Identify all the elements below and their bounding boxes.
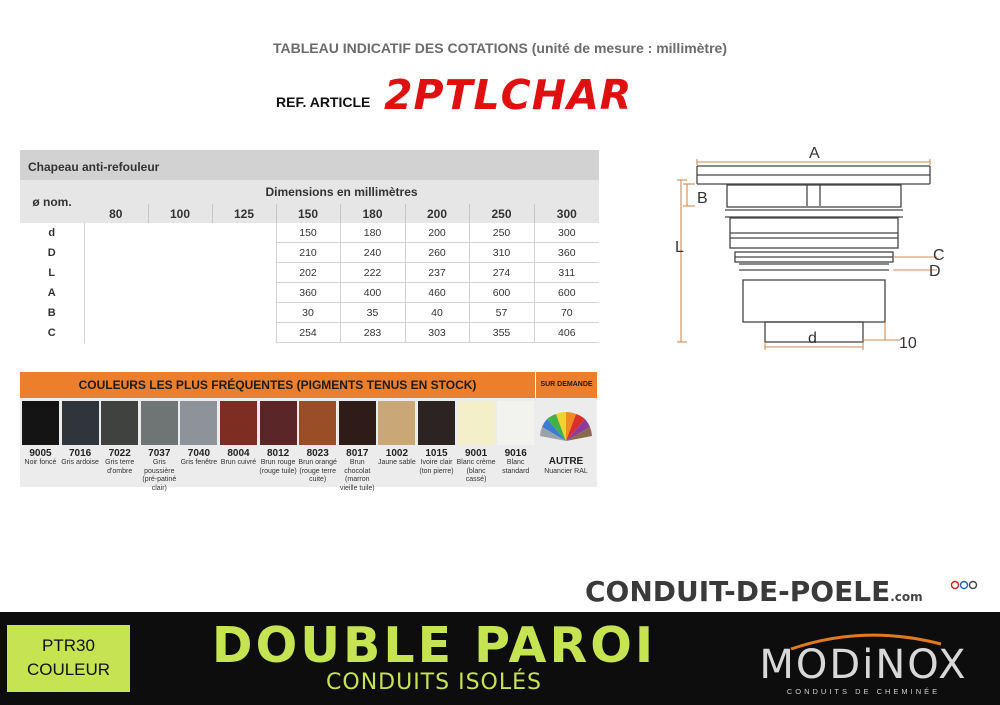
size-header: 180 (340, 204, 405, 223)
page-title: TABLEAU INDICATIF DES COTATIONS (unité de mesure : millimètre) (273, 40, 727, 56)
color-name: Jaune sable (378, 459, 416, 466)
row-header (20, 180, 84, 223)
table-cell: 311 (534, 263, 599, 283)
color-name: Brun rouge (rouge tuile) (259, 459, 297, 475)
color-swatch (62, 401, 99, 445)
site-logo-tld: .com (890, 590, 923, 604)
dimensions-table (20, 150, 599, 343)
color-code: 8004 (227, 448, 250, 459)
color-name: Brun chocolat (marron vieille tuile) (339, 459, 375, 492)
row-label: A (47, 286, 56, 299)
row-label: B (47, 306, 56, 319)
row-header-text: ø nom. (32, 194, 72, 209)
brand-name: MODiNOX (759, 642, 968, 688)
diagram-label-c: C (933, 247, 945, 264)
color-code: 1002 (385, 448, 409, 459)
ref-article-label: REF. ARTICLE (276, 94, 371, 110)
product-badge (7, 625, 130, 692)
site-logo (585, 575, 923, 608)
size-header: 100 (148, 204, 212, 223)
color-swatch (141, 401, 178, 445)
color-name: Blanc standard (502, 459, 530, 475)
color-name: Brun orangé (rouge terre cuite) (298, 459, 337, 483)
color-code: 8012 (266, 448, 290, 459)
color-code: 7040 (187, 448, 211, 459)
size-header: 80 (84, 204, 148, 223)
color-swatch (497, 401, 534, 445)
size-header: 300 (534, 204, 599, 223)
table-row (20, 223, 599, 243)
diagram-label-a: A (809, 145, 820, 162)
color-name: Ivoire clair (ton pierre) (419, 459, 454, 475)
row-label: L (48, 266, 56, 279)
color-name: Gris terre d'ombre (105, 459, 135, 475)
table-cell: 40 (405, 303, 469, 323)
table-cell: 400 (340, 283, 405, 303)
color-name: Gris ardoise (61, 459, 99, 466)
color-code: 9005 (29, 448, 52, 459)
color-chart-header: COULEURS LES PLUS FRÉQUENTES (PIGMENTS TENUS EN STOCK) (20, 372, 535, 398)
size-header: 150 (276, 204, 340, 223)
size-header: 250 (469, 204, 534, 223)
color-swatch (220, 401, 257, 445)
table-cell: 283 (340, 323, 405, 343)
ref-article-code: 2PTLCHAR (384, 71, 633, 119)
color-name: Noir foncé (24, 459, 57, 466)
diagram-label-ten: 10 (899, 335, 917, 352)
product-line-1: PTR30 (42, 636, 95, 655)
size-header: 125 (212, 204, 276, 223)
color-swatch (378, 401, 415, 445)
table-title: Chapeau anti-refouleur (20, 150, 599, 180)
site-logo-dots-icon (950, 580, 990, 592)
group-header: Dimensions en millimètres (84, 180, 599, 204)
table-cell: 254 (276, 323, 340, 343)
table-cell: 406 (534, 323, 599, 343)
table-cell: 600 (534, 283, 599, 303)
empty-sizes-cell (84, 223, 276, 343)
size-header: 200 (405, 204, 469, 223)
color-code: 1015 (425, 448, 448, 459)
table-cell: 35 (340, 303, 405, 323)
color-code: 9001 (464, 448, 488, 459)
table-cell: 237 (405, 263, 469, 283)
table-cell: 303 (405, 323, 469, 343)
color-code: 9016 (504, 448, 527, 459)
table-cell: 600 (469, 283, 534, 303)
color-chart (20, 372, 597, 492)
table-cell: 202 (276, 263, 340, 283)
range-subtitle: CONDUITS ISOLÉS (326, 670, 542, 695)
row-label: C (47, 326, 56, 339)
color-code: 8023 (306, 448, 329, 459)
table-cell: 70 (534, 303, 599, 323)
table-cell: 360 (276, 283, 340, 303)
table-cell: 180 (340, 223, 405, 243)
color-code: 7022 (108, 448, 131, 459)
table-cell: 355 (469, 323, 534, 343)
diagram-label-d-large: D (929, 263, 941, 280)
table-cell: 30 (276, 303, 340, 323)
table-cell: 460 (405, 283, 469, 303)
range-title: DOUBLE PAROI (211, 617, 657, 674)
diagram-label-d-small: d (808, 330, 817, 347)
table-cell: 222 (340, 263, 405, 283)
table-cell: 260 (405, 243, 469, 263)
brand-logo (736, 630, 991, 702)
table-cell: 310 (469, 243, 534, 263)
diagram-label-b: B (697, 190, 708, 207)
color-name: Brun cuivré (220, 459, 257, 466)
ral-fan-icon (539, 401, 593, 445)
site-logo-text: CONDUIT-DE-POELE (585, 575, 891, 608)
other-color-name: Nuancier RAL (544, 468, 588, 475)
brand-tagline: CONDUITS DE CHEMINÉE (786, 687, 941, 696)
row-label: d (48, 226, 56, 239)
table-cell: 360 (534, 243, 599, 263)
color-code: 7037 (148, 448, 171, 459)
color-swatch (339, 401, 376, 445)
table-cell: 210 (276, 243, 340, 263)
table-cell: 57 (469, 303, 534, 323)
table-cell: 150 (276, 223, 340, 243)
table-cell: 274 (469, 263, 534, 283)
color-name: Gris fenêtre (180, 459, 218, 466)
table-cell: 300 (534, 223, 599, 243)
table-cell: 250 (469, 223, 534, 243)
product-line-2: COULEUR (26, 660, 111, 679)
color-swatch (180, 401, 217, 445)
color-swatch (299, 401, 336, 445)
footer-band (0, 612, 1000, 705)
diagram-label-l: L (675, 239, 684, 256)
row-label: D (47, 246, 56, 259)
color-swatch (418, 401, 455, 445)
color-code: 8017 (346, 448, 369, 459)
color-name: Gris poussière (pré-patiné clair) (142, 459, 177, 492)
table-cell: 240 (340, 243, 405, 263)
color-swatch (458, 401, 495, 445)
cowl-dimension-diagram (675, 140, 955, 370)
other-color-code: AUTRE (548, 456, 584, 467)
color-name: Blanc crème (blanc cassé) (456, 459, 496, 483)
on-demand-header: SUR DEMANDE (535, 372, 597, 398)
color-swatch (22, 401, 59, 445)
color-code: 7016 (68, 448, 92, 459)
color-swatch (260, 401, 297, 445)
color-swatch (101, 401, 138, 445)
table-cell: 200 (405, 223, 469, 243)
